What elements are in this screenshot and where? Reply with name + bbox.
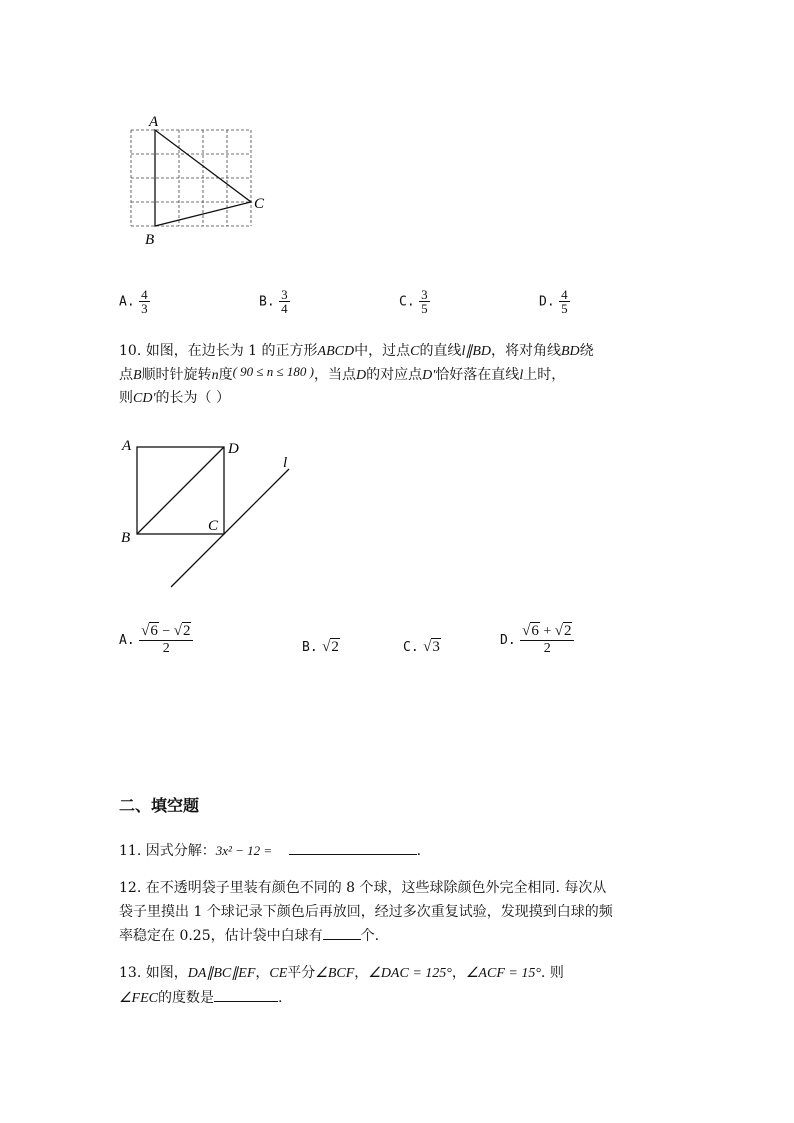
q10-line-1: 10. 如图，在边长为 1 的正方形ABCD中，过点C的直线l∥BD，将对角线BD绕 — [119, 343, 594, 359]
answer-blank[interactable] — [289, 840, 417, 855]
fraction: $\frac{√6 - √2}{2}$ — [139, 623, 193, 657]
vertex-label-a: A — [122, 438, 132, 454]
fraction: $\frac{3}{5}$ — [421, 287, 428, 316]
fraction: $\frac{4}{5}$ — [561, 287, 568, 316]
fraction: $\frac{3}{4}$ — [281, 287, 288, 316]
fraction: $\frac{4}{3}$ — [141, 287, 148, 316]
vertex-label-b: B — [145, 232, 155, 248]
line-l — [171, 469, 289, 587]
q13-line-2: ∠FEC的度数是 . — [119, 987, 282, 1010]
vertex-label-a: A — [149, 114, 159, 130]
q10-option-b[interactable]: B. √2 — [302, 639, 339, 655]
q12-line-3: 率稳定在 0.25，估计袋中白球有 个. — [119, 925, 379, 947]
q11: 11. 因式分解：3x² − 12 = . — [119, 840, 421, 862]
vertex-label-d: D — [228, 441, 239, 457]
q13-line-1: 13. 如图，DA∥BC∥EF，CE平分∠BCF，∠DAC = 125°，∠ACF = 15°. 则 — [119, 965, 564, 981]
square-abcd-figure — [112, 430, 302, 595]
section-title: 二、填空题 — [119, 796, 200, 815]
q9-option-a[interactable]: A. $\frac{4}{3}$ — [119, 287, 148, 316]
q12-line-1: 12. 在不透明袋子里装有颜色不同的 8 个球，这些球除颜色外完全相同. 每次从 — [119, 880, 607, 896]
q10-option-c[interactable]: C. √3 — [403, 639, 440, 655]
grid-triangle-figure — [118, 108, 288, 248]
q10-option-a[interactable]: A. $\frac{√6 - √2}{2}$ — [119, 623, 193, 657]
answer-blank[interactable] — [214, 987, 278, 1002]
q10-line-3: 则CD′的长为（ ） — [119, 390, 230, 406]
q12-line-2: 袋子里摸出 1 个球记录下颜色后再放回，经过多次重复试验，发现摸到白球的频 — [119, 904, 613, 920]
vertex-label-c: C — [254, 196, 265, 212]
sqrt-2: √2 — [322, 639, 339, 655]
q9-option-b[interactable]: B. $\frac{3}{4}$ — [259, 287, 288, 316]
vertex-label-c: C — [208, 518, 219, 534]
q9-option-d[interactable]: D. $\frac{4}{5}$ — [539, 287, 568, 316]
vertex-label-b: B — [121, 530, 131, 546]
q10-line-2: 点B顺时针旋转n度( 90 ≤ n ≤ 180 )，当点D的对应点D′恰好落在直线l上时， — [119, 364, 566, 383]
sqrt-3: √3 — [423, 639, 440, 655]
fraction: $\frac{√6 + √2}{2}$ — [520, 623, 574, 657]
line-label-l: l — [283, 455, 288, 471]
q10-option-d[interactable]: D. $\frac{√6 + √2}{2}$ — [500, 623, 574, 657]
answer-blank[interactable] — [323, 925, 361, 940]
q9-option-c[interactable]: C. $\frac{3}{5}$ — [399, 287, 428, 316]
